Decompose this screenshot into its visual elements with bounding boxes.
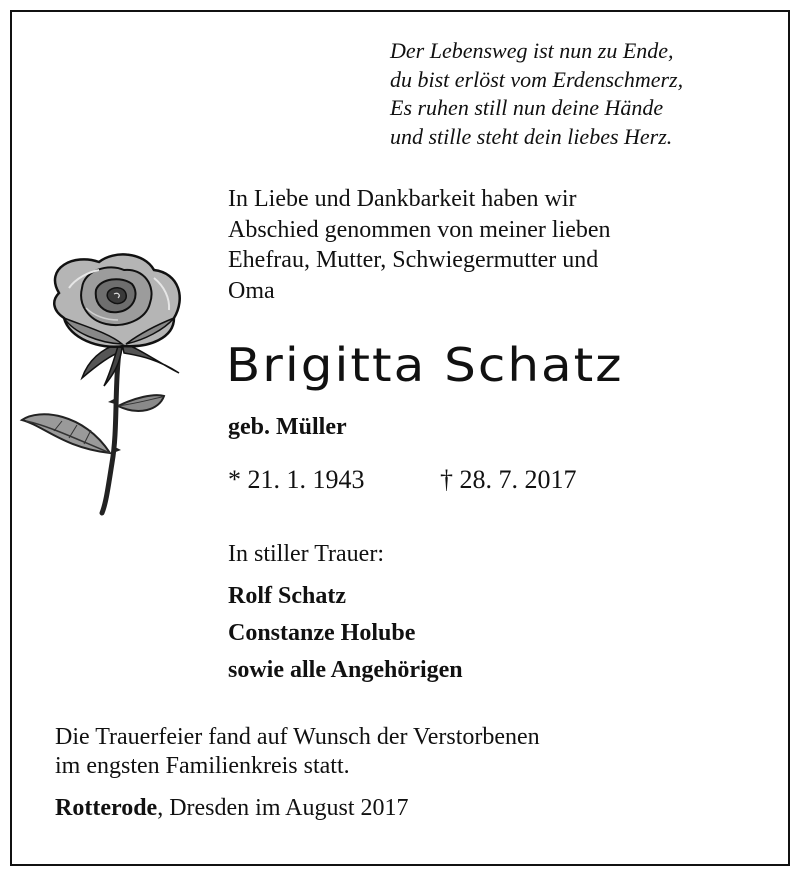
place-date <box>55 795 409 822</box>
maiden-name: geb. Müller <box>228 414 347 440</box>
poem-line: Es ruhen still nun deine Hände <box>390 95 664 120</box>
mourner-name: Constanze Holube <box>228 620 416 646</box>
funeral-notice <box>55 723 540 781</box>
poem-line: Der Lebensweg ist nun zu Ende, <box>390 38 674 63</box>
place-town: Rotterode <box>55 795 158 821</box>
notice-line: Die Trauerfeier fand auf Wunsch der Verstorbenen <box>55 724 540 750</box>
poem-line: du bist erlöst vom Erdenschmerz, <box>390 66 684 92</box>
intro-text <box>228 184 748 306</box>
intro-line: Abschied genommen von meiner lieben <box>228 216 611 243</box>
deceased-name: Brigitta Schatz <box>226 338 624 393</box>
life-dates <box>228 465 577 495</box>
intro-line: In Liebe und Dankbarkeit haben wir <box>228 186 577 212</box>
mourner-name: Rolf Schatz <box>228 583 346 609</box>
intro-line: Ehefrau, Mutter, Schwiegermutter und <box>228 247 599 273</box>
death-date: † 28. 7. 2017 <box>440 465 577 494</box>
intro-line: Oma <box>228 277 275 304</box>
mourners-list <box>228 578 463 689</box>
rose-icon <box>14 248 194 518</box>
birth-date: * 21. 1. 1943 <box>228 465 365 494</box>
poem-line: und stille steht dein liebes Herz. <box>390 123 673 149</box>
mourner-name: sowie alle Angehörigen <box>228 657 463 683</box>
mourners-heading: In stiller Trauer: <box>228 541 384 567</box>
place-rest: , Dresden im August 2017 <box>157 795 409 821</box>
poem <box>390 37 760 151</box>
notice-line: im engsten Familienkreis statt. <box>55 753 350 779</box>
